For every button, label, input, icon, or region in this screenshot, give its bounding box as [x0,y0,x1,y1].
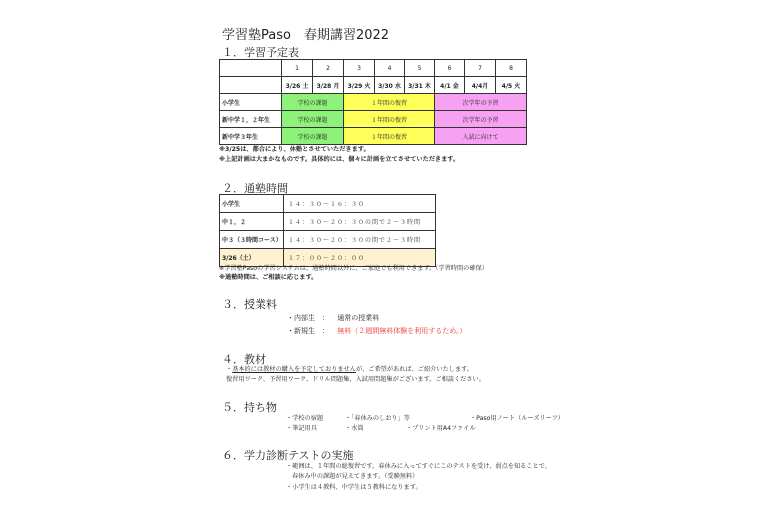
day-number: 3 [344,60,375,77]
corner-cell [220,60,282,77]
date-cell: 4/4月 [465,77,496,94]
materials-line-1 [226,366,473,374]
schedule-note-2: ※上記計画は大まかなものです。具体的には、個々に計画を立てさせていただきます。 [219,156,460,163]
day-number: 6 [435,60,465,77]
day-number: 7 [465,60,496,77]
item-shiori: ・「春休みのしおり」等 [345,415,410,422]
day-number: 8 [496,60,527,77]
hours-value: １４：３０～１６：３０ [284,195,436,213]
plan-school-tasks: 学校の課題 [282,128,344,145]
schedule-row-jhs3 [220,128,527,145]
date-cell: 4/1 金 [435,77,465,94]
plan-school-tasks: 学校の課題 [282,94,344,111]
date-cell: 4/5 火 [496,77,527,94]
row-label: 新中学１，２年生 [220,111,282,128]
test-line-1: ・範囲は、１年間の総復習です。春休みに入ってすぐにこのテストを受け、弱点を知ることで、 [286,463,551,470]
section-heading-items: ５．持ち物 [222,401,277,414]
schedule-number-row [220,60,527,77]
item-stationery: ・筆記用具 [286,425,317,432]
bullet: ・ [226,366,233,373]
day-number: 5 [405,60,435,77]
corner-cell [220,77,282,94]
schedule-note-1: ※3/25は、都合により、休塾とさせていただきます。 [219,146,370,153]
fee-internal-label: ・内部生 ： [287,314,329,322]
hours-value: １４：３０～２０：３０の間で２～３時間 [284,213,436,231]
plan-next-grade: 次学年の予習 [435,111,527,128]
date-cell: 3/26 土 [282,77,313,94]
hours-row [220,213,436,231]
item-notebook: ・Paso用ノート（ルーズリーフ） [470,415,564,422]
plan-school-tasks: 学校の課題 [282,111,344,128]
day-number: 1 [282,60,313,77]
hours-label: 中３（３時間コース） [220,231,284,249]
plan-year-review: １年間の復習 [344,111,435,128]
date-cell: 3/31 木 [405,77,435,94]
materials-line-2: 復習用ワーク、予習用ワーク、ドリル問題集、入試用問題集がございます。ご相談ください。 [226,376,485,383]
section-heading-schedule: １．学習予定表 [222,46,299,59]
test-line-2: 春休み中の課題が見えてきます。（受験無料） [292,473,419,480]
plan-entrance-exam: 入試に向けて [435,128,527,145]
hours-table [219,194,436,267]
page-title: 学習塾Paso 春期講習2022 [222,28,390,43]
hours-value: １７：００～２０：００ [284,249,436,267]
test-line-3: ・小学生は４教科、中学生は５教科になります。 [286,484,422,491]
hours-note-1: ※学習塾Pasoの学習システムは、通塾時間以外に、ご家庭でも利用できます。（学習時間の確保） [219,265,488,272]
day-number: 4 [375,60,405,77]
hours-row [220,249,436,267]
fee-new-label: ・新規生 ： [287,327,329,335]
row-label: 新中学３年生 [220,128,282,145]
item-homework: ・学校の宿題 [286,415,324,422]
date-cell: 3/30 水 [375,77,405,94]
plan-next-grade: 次学年の予習 [435,94,527,111]
section-heading-test: ６．学力診断テストの実施 [222,449,354,462]
hours-note-2: ※通塾時間は、ご相談に応じます。 [219,274,318,281]
hours-value: １４：３０～２０：３０の間で２～３時間 [284,231,436,249]
date-cell: 3/28 月 [313,77,344,94]
fee-new-value: 無料（２週間無料体験を利用するため。） [337,327,467,335]
section-heading-hours: ２．通塾時間 [222,182,288,195]
row-label: 小学生 [220,94,282,111]
materials-underlined: 基本的には教材の購入を予定しておりません [232,366,356,373]
schedule-row-jhs12 [220,111,527,128]
item-water-bottle: ・水筒 [345,425,364,432]
hours-label: 中１，２ [220,213,284,231]
hours-row [220,195,436,213]
schedule-table [219,59,527,145]
hours-label: 3/26（土） [220,249,284,267]
fee-internal [287,313,379,323]
hours-row [220,231,436,249]
fee-new [287,326,466,336]
item-a4-file: ・プリント用A4ファイル [406,425,476,432]
schedule-date-row [220,77,527,94]
date-cell: 3/29 火 [344,77,375,94]
schedule-row-elementary [220,94,527,111]
hours-label: 小学生 [220,195,284,213]
plan-year-review: １年間の復習 [344,128,435,145]
section-heading-fee: ３．授業料 [222,298,277,311]
fee-internal-value: 通常の授業料 [337,314,380,322]
materials-rest: が、ご希望があれば、ご紹介いたします。 [355,366,474,373]
day-number: 2 [313,60,344,77]
plan-year-review: １年間の復習 [344,94,435,111]
section-heading-materials: ４．教材 [222,353,266,366]
